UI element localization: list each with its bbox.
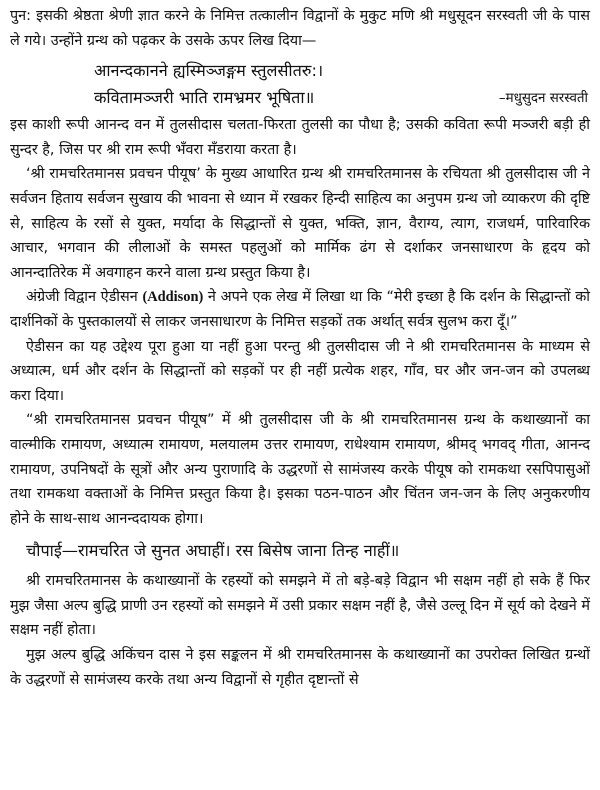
intro-paragraph: पुन: इसकी श्रेष्ठता श्रेणी ज्ञात करने के निमित्त तत्कालीन विद्वानों के मुकुट मणि श्री मधुसूदन सरस्वती जी के पास ले गये। उन्होंने ग्रन्थ को पढ़कर के उसके ऊपर लिख दिया— — [10, 8, 590, 49]
addison-latin-name: (Addison) — [142, 289, 204, 306]
sanskrit-verse — [10, 57, 590, 111]
addison-text-after: ने अपने एक लेख में लिखा था कि “मेरी इच्छा है कि दर्शन के सिद्धान्तों को दार्शनिकों के पुस्तकालयों से लाकर जनसाधारण के निमित्त सड़कों तक अर्थात् सर्वत्र सुलभ करा दूँ।” — [10, 289, 590, 330]
chaupai-verse: चौपाई—रामचरित जे सुनत अघाहीं। रस बिसेष जाना तिन्ह नाहीं॥ — [26, 541, 400, 561]
verse-line-1: आनन्दकानने ह्यस्मिञ्जङ्गम स्तुलसीतरु:। — [94, 61, 324, 81]
paragraph-addison-purpose: ऐडीसन का यह उद्देश्य पूरा हुआ या नहीं हुआ परन्तु श्री तुलसीदास जी ने श्री रामचरितमानस के माध्यम से अध्यात्म, धर्म और दर्शन के सिद्धान्तों को सड़कों पर ही नहीं प्रत्येक शहर, गाँव, घर और जन-जन को उपलब्ध करा दिया। — [10, 338, 590, 404]
paragraph-kashi: इस काशी रूपी आनन्द वन में तुलसीदास चलता-फिरता तुलसी का पौधा है; उसकी कविता रूपी मञ्जरी बड़ी ही सुन्दर है, जिस पर श्री राम रूपी भँवरा मँडराया करता है। — [10, 117, 590, 158]
verse-line-2: कवितामञ्जरी भाति रामभ्रमर भूषिता॥ — [94, 88, 315, 108]
paragraph-pravachan-piyush: “श्री रामचरितमानस प्रवचन पीयूष” में श्री तुलसीदास जी के श्री रामचरितमानस ग्रन्थ के कथाख्यानों का वाल्मीकि रामायण, अध्यात्म रामायण, मलयालम उत्तर रामायण, राधेश्याम रामायण, श्रीमद् भगवद् गीता, आनन्द रामायण, उपनिषदों के सूत्रों और अन्य पुराणादि के उद्धरणों से सामंजस्य करके पीयूष को रामकथा रसपिपासुओं तथा रामकथा वक्ताओं के निमित्त प्रस्तुत किया है। इसका पठन-पाठन और चिंतन जन-जन के लिए अनुकरणीय होने के साथ-साथ आनन्ददायक होगा। — [10, 412, 590, 527]
paragraph-compilation: मुझ अल्प बुद्धि अकिंचन दास ने इस सङ्कलन में श्री रामचरितमानस के कथाख्यानों का उपरोक्त लिखित ग्रन्थों के उद्धरणों से सामंजस्य करके तथा अन्य विद्वानों से गृहीत दृष्टान्तों से — [10, 647, 590, 688]
paragraph-ramcharitmanas: ‘श्री रामचरितमानस प्रवचन पीयूष’ के मुख्य आधारित ग्रन्थ श्री रामचरितमानस के रचियता श्री तुलसीदास जी ने सर्वजन हिताय सर्वजन सुखाय की भावना से ध्यान में रखकर हिन्दी साहित्य का अनुपम ग्रन्थ जो व्याकरण की दृष्टि से, साहित्य के रसों से युक्त, मर्यादा के सिद्धान्तों से युक्त, भक्ति, ज्ञान, वैराग्य, त्याग, राजधर्म, पारिवारिक आचार, भगवान की लीलाओं के समस्त पहलुओं को मार्मिक ढंग से दर्शाकर जनसाधारण के हृदय को आनन्दातिरेक में अवगाहन करने वाला ग्रन्थ प्रस्तुत किया है। — [10, 166, 590, 281]
paragraph-mysteries: श्री रामचरितमानस के कथाख्यानों के रहस्यों को समझने में तो बड़े-बड़े विद्वान भी सक्षम नहीं हो सके हैं फिर मुझ जैसा अल्प बुद्धि प्राणी उन रहस्यों को समझने में उसी प्रकार सक्षम नहीं है, जैसे उल्लू दिन में सूर्य को देखने में सक्षम नहीं होता। — [10, 573, 590, 639]
addison-text-before: अंग्रेजी विद्वान ऐडीसन — [26, 289, 143, 306]
verse-attribution: –मधुसुदन सरस्वती — [498, 91, 588, 107]
paragraph-addison — [10, 285, 590, 334]
